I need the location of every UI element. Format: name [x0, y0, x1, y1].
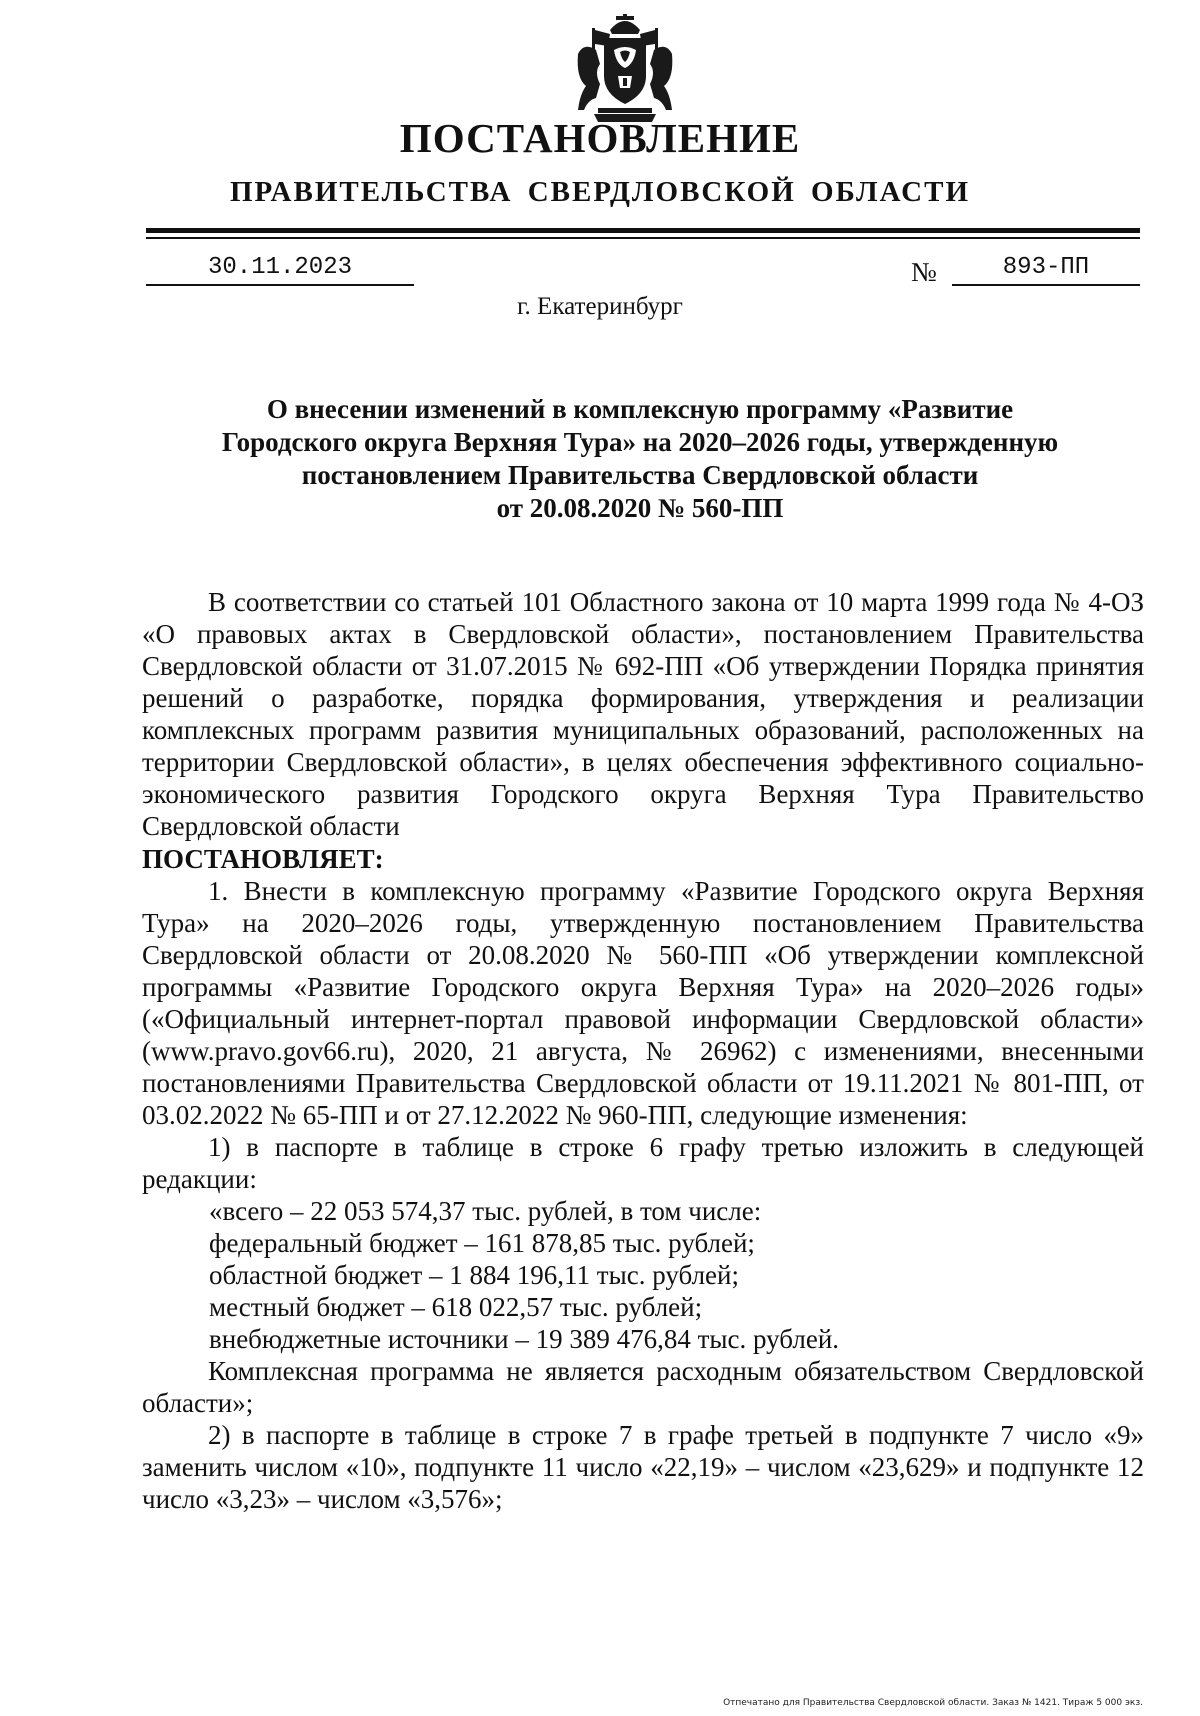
heading-line: постановлением Правительства Свердловской области — [301, 460, 979, 490]
funding-list — [142, 1195, 1144, 1355]
heading-line: Городского округа Верхняя Тура» на 2020–2026 годы, утвержденную — [221, 427, 1059, 457]
header-rule-thin — [146, 237, 1140, 239]
subitem-1-paragraph: 1) в паспорте в таблице в строке 6 графу третью изложить в следующей редакции: — [142, 1132, 1144, 1194]
header-rule-thick — [146, 228, 1140, 233]
number-sign: № — [911, 257, 937, 287]
document-number: 893-ПП — [952, 252, 1140, 286]
funding-line: «всего – 22 053 574,37 тыс. рублей, в том числе: — [209, 1196, 762, 1226]
resolves-heading: ПОСТАНОВЛЯЕТ: — [142, 844, 384, 874]
print-run-note: Отпечатано для Правительства Свердловской области. Заказ № 1421. Тираж 5 000 экз. — [723, 1698, 1143, 1708]
issuing-authority: ПРАВИТЕЛЬСТВА СВЕРДЛОВСКОЙ ОБЛАСТИ — [229, 176, 971, 208]
funding-line: внебюджетные источники – 19 389 476,84 тыс. рублей. — [209, 1324, 840, 1354]
funding-line: местный бюджет – 618 022,57 тыс. рублей; — [209, 1292, 703, 1322]
document-heading — [170, 393, 1110, 525]
document-city: г. Екатеринбург — [517, 293, 683, 320]
document-type-title: ПОСТАНОВЛЕНИЕ — [399, 115, 801, 161]
preamble-paragraph: В соответствии со статьей 101 Областного закона от 10 марта 1999 года № 4-ОЗ «О правовых актах в Свердловской области», постановлением Правительства Свердловской области от 31.07.2015 № 692-ПП «Об утверждении Порядка принятия решений о разработке, порядка формирования, утверждения и реализации комплексных программ развития муниципальных образований, расположенных на территории Свердловской области», в целях обеспечения эффективного социально-экономического развития Городского округа Верхняя Тура Правительство Свердловской области — [142, 587, 1144, 841]
subitem-2-paragraph: 2) в паспорте в таблице в строке 7 в графе третьей в подпункте 7 число «9» заменить числом «10», подпункте 11 число «22,19» – числом «23,629» и подпункте 12 число «3,23» – числом «3,576»; — [142, 1420, 1144, 1514]
funding-line: федеральный бюджет – 161 878,85 тыс. рублей; — [209, 1228, 755, 1258]
item-1-paragraph: 1. Внести в комплексную программу «Развитие Городского округа Верхняя Тура» на 2020–2026 годы, утвержденную постановлением Правительства Свердловской области от 20.08.2020 № 560-ПП «Об утверждении комплексной программы «Развитие Городского округа Верхняя Тура» на 2020–2026 годы» («Официальный интернет-портал правовой информации Свердловской области» (www.pravo.gov66.ru), 2020, 21 августа, № 26962) с изменениями, внесенными постановлениями Правительства Свердловской области от 19.11.2021 № 801-ПП, от 03.02.2022 № 65-ПП и от 27.12.2022 № 960-ПП, следующие изменения: — [142, 876, 1144, 1130]
program-note-paragraph: Комплексная программа не является расходным обязательством Свердловской области»; — [142, 1356, 1144, 1418]
funding-line: областной бюджет – 1 884 196,11 тыс. рублей; — [209, 1260, 739, 1290]
heading-line: от 20.08.2020 № 560-ПП — [496, 493, 784, 523]
coat-of-arms-emblem — [570, 14, 680, 124]
heading-line: О внесении изменений в комплексную программу «Развитие — [266, 394, 1014, 424]
document-date: 30.11.2023 — [146, 252, 414, 286]
